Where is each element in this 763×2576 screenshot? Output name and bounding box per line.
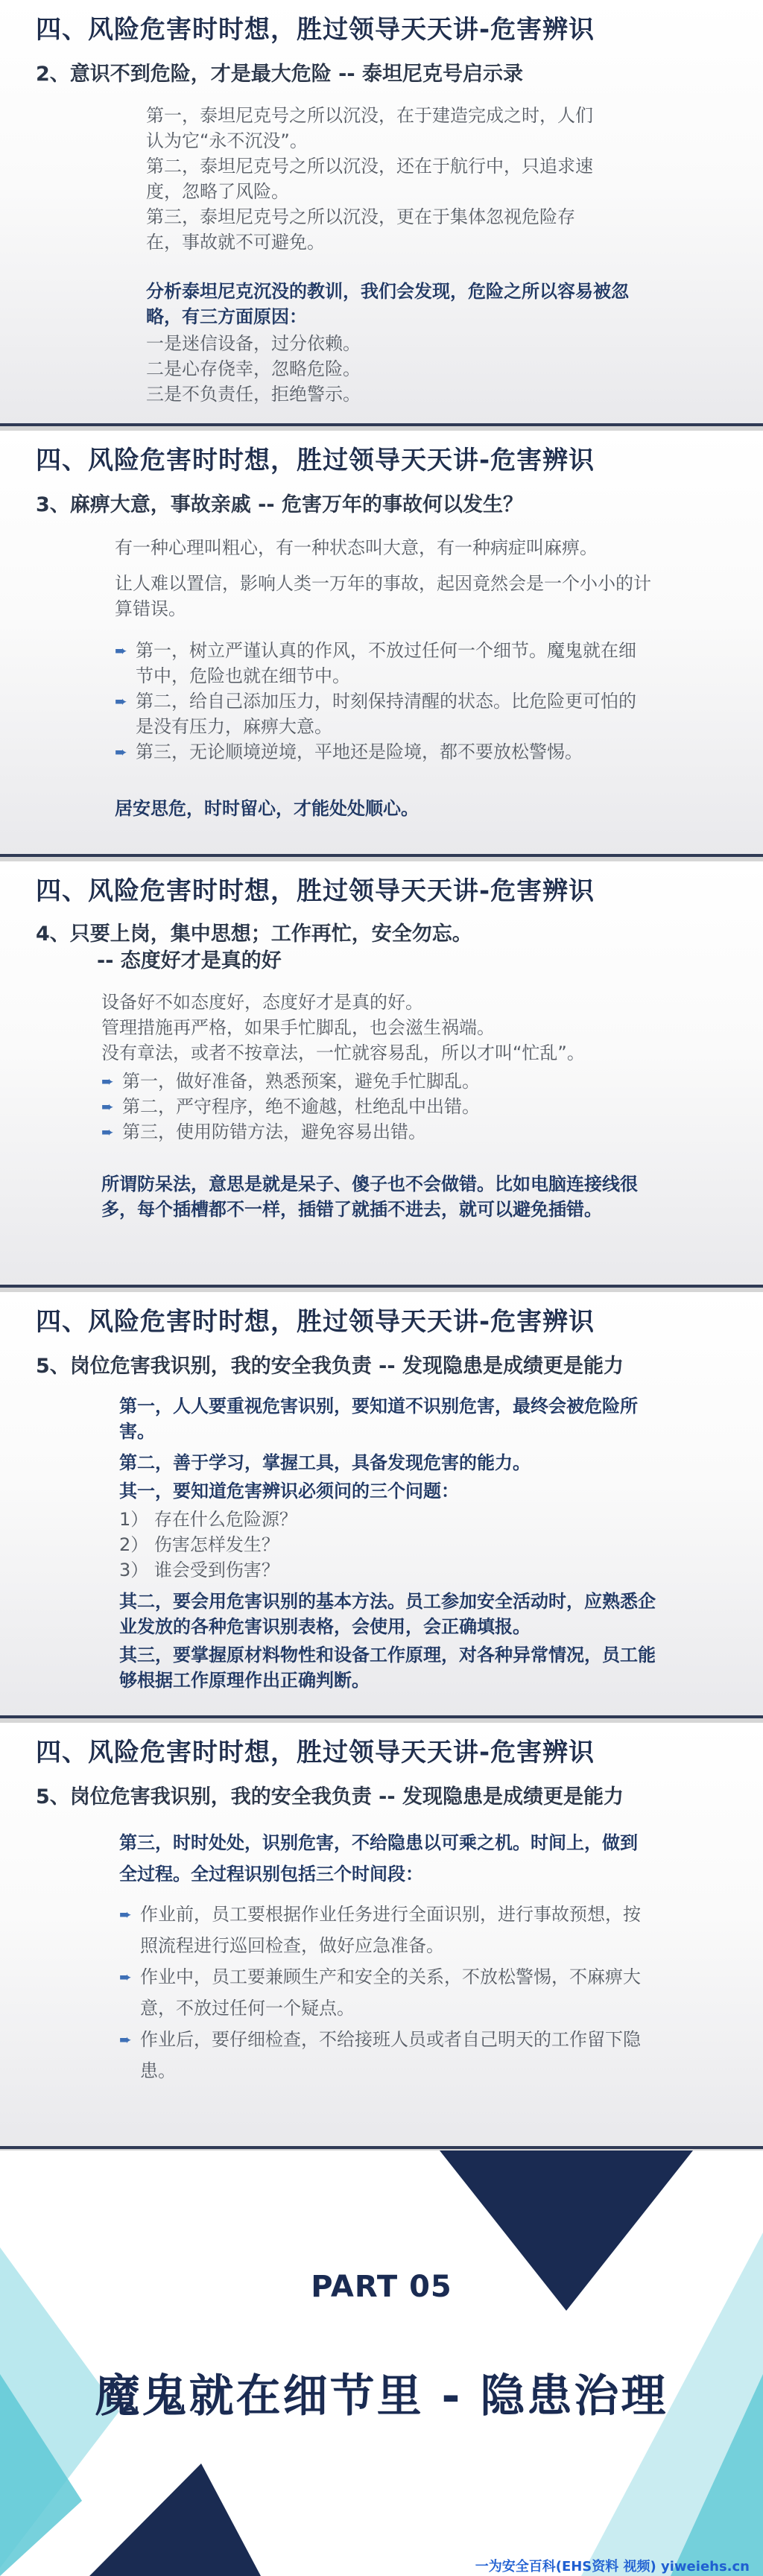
paragraph: 没有章法，或者不按章法，一忙就容易乱，所以才叫“忙乱”。 [101, 1042, 585, 1063]
emphasis-paragraph: 其二，要会用危害识别的基本方法。员工参加安全活动时，应熟悉企业发放的各种危害识别表格，会使用，会正确填报。 [119, 1591, 656, 1637]
list-item: 一是迷信设备，过分依赖。 [146, 333, 361, 354]
arrow-bullet-icon: ➨ [115, 743, 127, 761]
emphasis-paragraph: 居安思危，时时留心，才能处处顺心。 [115, 798, 419, 819]
emphasis-paragraph: 分析泰坦尼克沉没的教训，我们会发现，危险之所以容易被忽略，有三方面原因： [146, 281, 629, 327]
paragraph: 第三，泰坦尼克号之所以沉没，更在于集体忽视危险存在，事故就不可避免。 [146, 206, 575, 253]
subtitle-line: -- 态度好才是真的好 [97, 949, 282, 972]
arrow-bullet-icon: ➨ [119, 1968, 132, 1986]
slide-3 [0, 861, 763, 1288]
slide-1 [0, 0, 763, 426]
section-title: 四、风险危害时时想，胜过领导天天讲-危害辨识 [36, 446, 595, 475]
bullet-list [119, 1899, 641, 2086]
slide-subtitle: 2、意识不到危险，才是最大危险 -- 泰坦尼克号启示录 [36, 63, 523, 86]
emphasis-paragraph: 第一，人人要重视危害识别，要知道不识别危害，最终会被危险所害。 [119, 1396, 638, 1442]
arrow-bullet-icon: ➨ [101, 1098, 114, 1115]
section-title: 四、风险危害时时想，胜过领导天天讲-危害辨识 [36, 1738, 595, 1768]
arrow-bullet-icon: ➨ [119, 2031, 132, 2048]
paragraph: 第二，泰坦尼克号之所以沉没，还在于航行中，只追求速度，忽略了风险。 [146, 156, 593, 202]
arrow-bullet-icon: ➨ [101, 1123, 114, 1141]
list-item: ➨ 作业后，要仔细检查，不给接班人员或者自己明天的工作留下隐患。 [119, 2024, 641, 2086]
subtitle-line: 4、只要上岗，集中思想；工作再忙，安全勿忘。 [36, 923, 472, 946]
slide-subtitle [36, 921, 721, 975]
slide-subtitle: 5、岗位危害我识别，我的安全我负责 -- 发现隐患是成绩更是能力 [36, 1785, 624, 1808]
paragraph: 第一，泰坦尼克号之所以沉没，在于建造完成之时，人们认为它“永不沉没”。 [146, 105, 593, 151]
emphasis-paragraph: 所谓防呆法，意思是就是呆子、傻子也不会做错。比如电脑连接线很多，每个插槽都不一样，插错了就插不进去，就可以避免插错。 [101, 1174, 638, 1220]
paragraph: 让人难以置信，影响人类一万年的事故，起因竟然会是一个小小的计算错误。 [115, 573, 651, 619]
slide-5 [0, 1723, 763, 2149]
emphasis-paragraph: 第三，时时处处，识别危害，不给隐患以可乘之机。时间上，做到全过程。全过程识别包括三个时间段： [119, 1832, 638, 1884]
list-item: ➨ 第二，严守程序，绝不逾越，杜绝乱中出错。 [101, 1094, 690, 1119]
slide-4 [0, 1292, 763, 1718]
reasons-list [146, 331, 607, 407]
list-item: ➨ 第三，使用防错方法，避免容易出错。 [101, 1119, 690, 1145]
bullet-list [115, 638, 651, 765]
paragraph: 管理措施再严格，如果手忙脚乱，也会滋生祸端。 [101, 1017, 495, 1038]
bullet-list [101, 1069, 690, 1145]
part-label: PART 05 [311, 2270, 452, 2304]
list-item: 3） 谁会受到伤害？ [119, 1560, 279, 1580]
list-item: 三是不负责任，拒绝警示。 [146, 384, 361, 405]
slide-body [146, 103, 607, 255]
slide-body [101, 990, 690, 1066]
paragraph: 有一种心理叫粗心，有一种状态叫大意，有一种病症叫麻痹。 [115, 537, 598, 558]
list-item: ➨ 第一，树立严谨认真的作风，不放过任何一个细节。魔鬼就在细节中，危险也就在细节中。 [115, 638, 651, 689]
section-title: 四、风险危害时时想，胜过领导天天讲-危害辨识 [36, 1307, 595, 1337]
list-item: 1） 存在什么危险源？ [119, 1509, 297, 1530]
cover-title: 魔鬼就在细节里 - 隐患治理 [95, 2370, 668, 2422]
emphasis-paragraph: 第二，善于学习，掌握工具，具备发现危害的能力。 [119, 1452, 531, 1473]
list-item: ➨ 第一，做好准备，熟悉预案，避免手忙脚乱。 [101, 1069, 690, 1094]
list-item: ➨ 作业中，员工要兼顾生产和安全的关系，不放松警惕，不麻痹大意，不放过任何一个疑点。 [119, 1961, 641, 2024]
slide-2 [0, 431, 763, 857]
emphasis-paragraph: 其一，要知道危害辨识必须问的三个问题： [119, 1481, 459, 1501]
section-cover-slide [0, 2151, 763, 2576]
list-item: ➨ 作业前，员工要根据作业任务进行全面识别，进行事故预想，按照流程进行巡回检查，做好应急准备。 [119, 1899, 641, 1961]
arrow-bullet-icon: ➨ [115, 692, 127, 710]
paragraph: 设备好不如态度好，态度好才是真的好。 [101, 992, 423, 1013]
question-list [119, 1507, 656, 1583]
section-title: 四、风险危害时时想，胜过领导天天讲-危害辨识 [36, 876, 595, 906]
list-item: ➨ 第二，给自己添加压力，时刻保持清醒的状态。比危险更可怕的是没有压力，麻痹大意。 [115, 689, 651, 739]
arrow-bullet-icon: ➨ [119, 1905, 132, 1923]
footer-watermark: 一为安全百科(EHS资料 视频) yiweiehs.cn [475, 2559, 750, 2575]
list-item: 2） 伤害怎样发生？ [119, 1534, 279, 1555]
list-item: ➨ 第三，无论顺境逆境，平地还是险境，都不要放松警惕。 [115, 739, 651, 765]
arrow-bullet-icon: ➨ [101, 1072, 114, 1090]
section-title: 四、风险危害时时想，胜过领导天天讲-危害辨识 [36, 15, 595, 45]
slide-subtitle: 5、岗位危害我识别，我的安全我负责 -- 发现隐患是成绩更是能力 [36, 1355, 624, 1378]
slide-body [115, 535, 651, 621]
slide-subtitle: 3、麻痹大意，事故亲戚 -- 危害万年的事故何以发生？ [36, 493, 523, 516]
list-item: 二是心存侥幸，忽略危险。 [146, 358, 361, 379]
emphasis-paragraph: 其三，要掌握原材料物性和设备工作原理，对各种异常情况，员工能够根据工作原理作出正确判断。 [119, 1645, 656, 1691]
arrow-bullet-icon: ➨ [115, 642, 127, 659]
